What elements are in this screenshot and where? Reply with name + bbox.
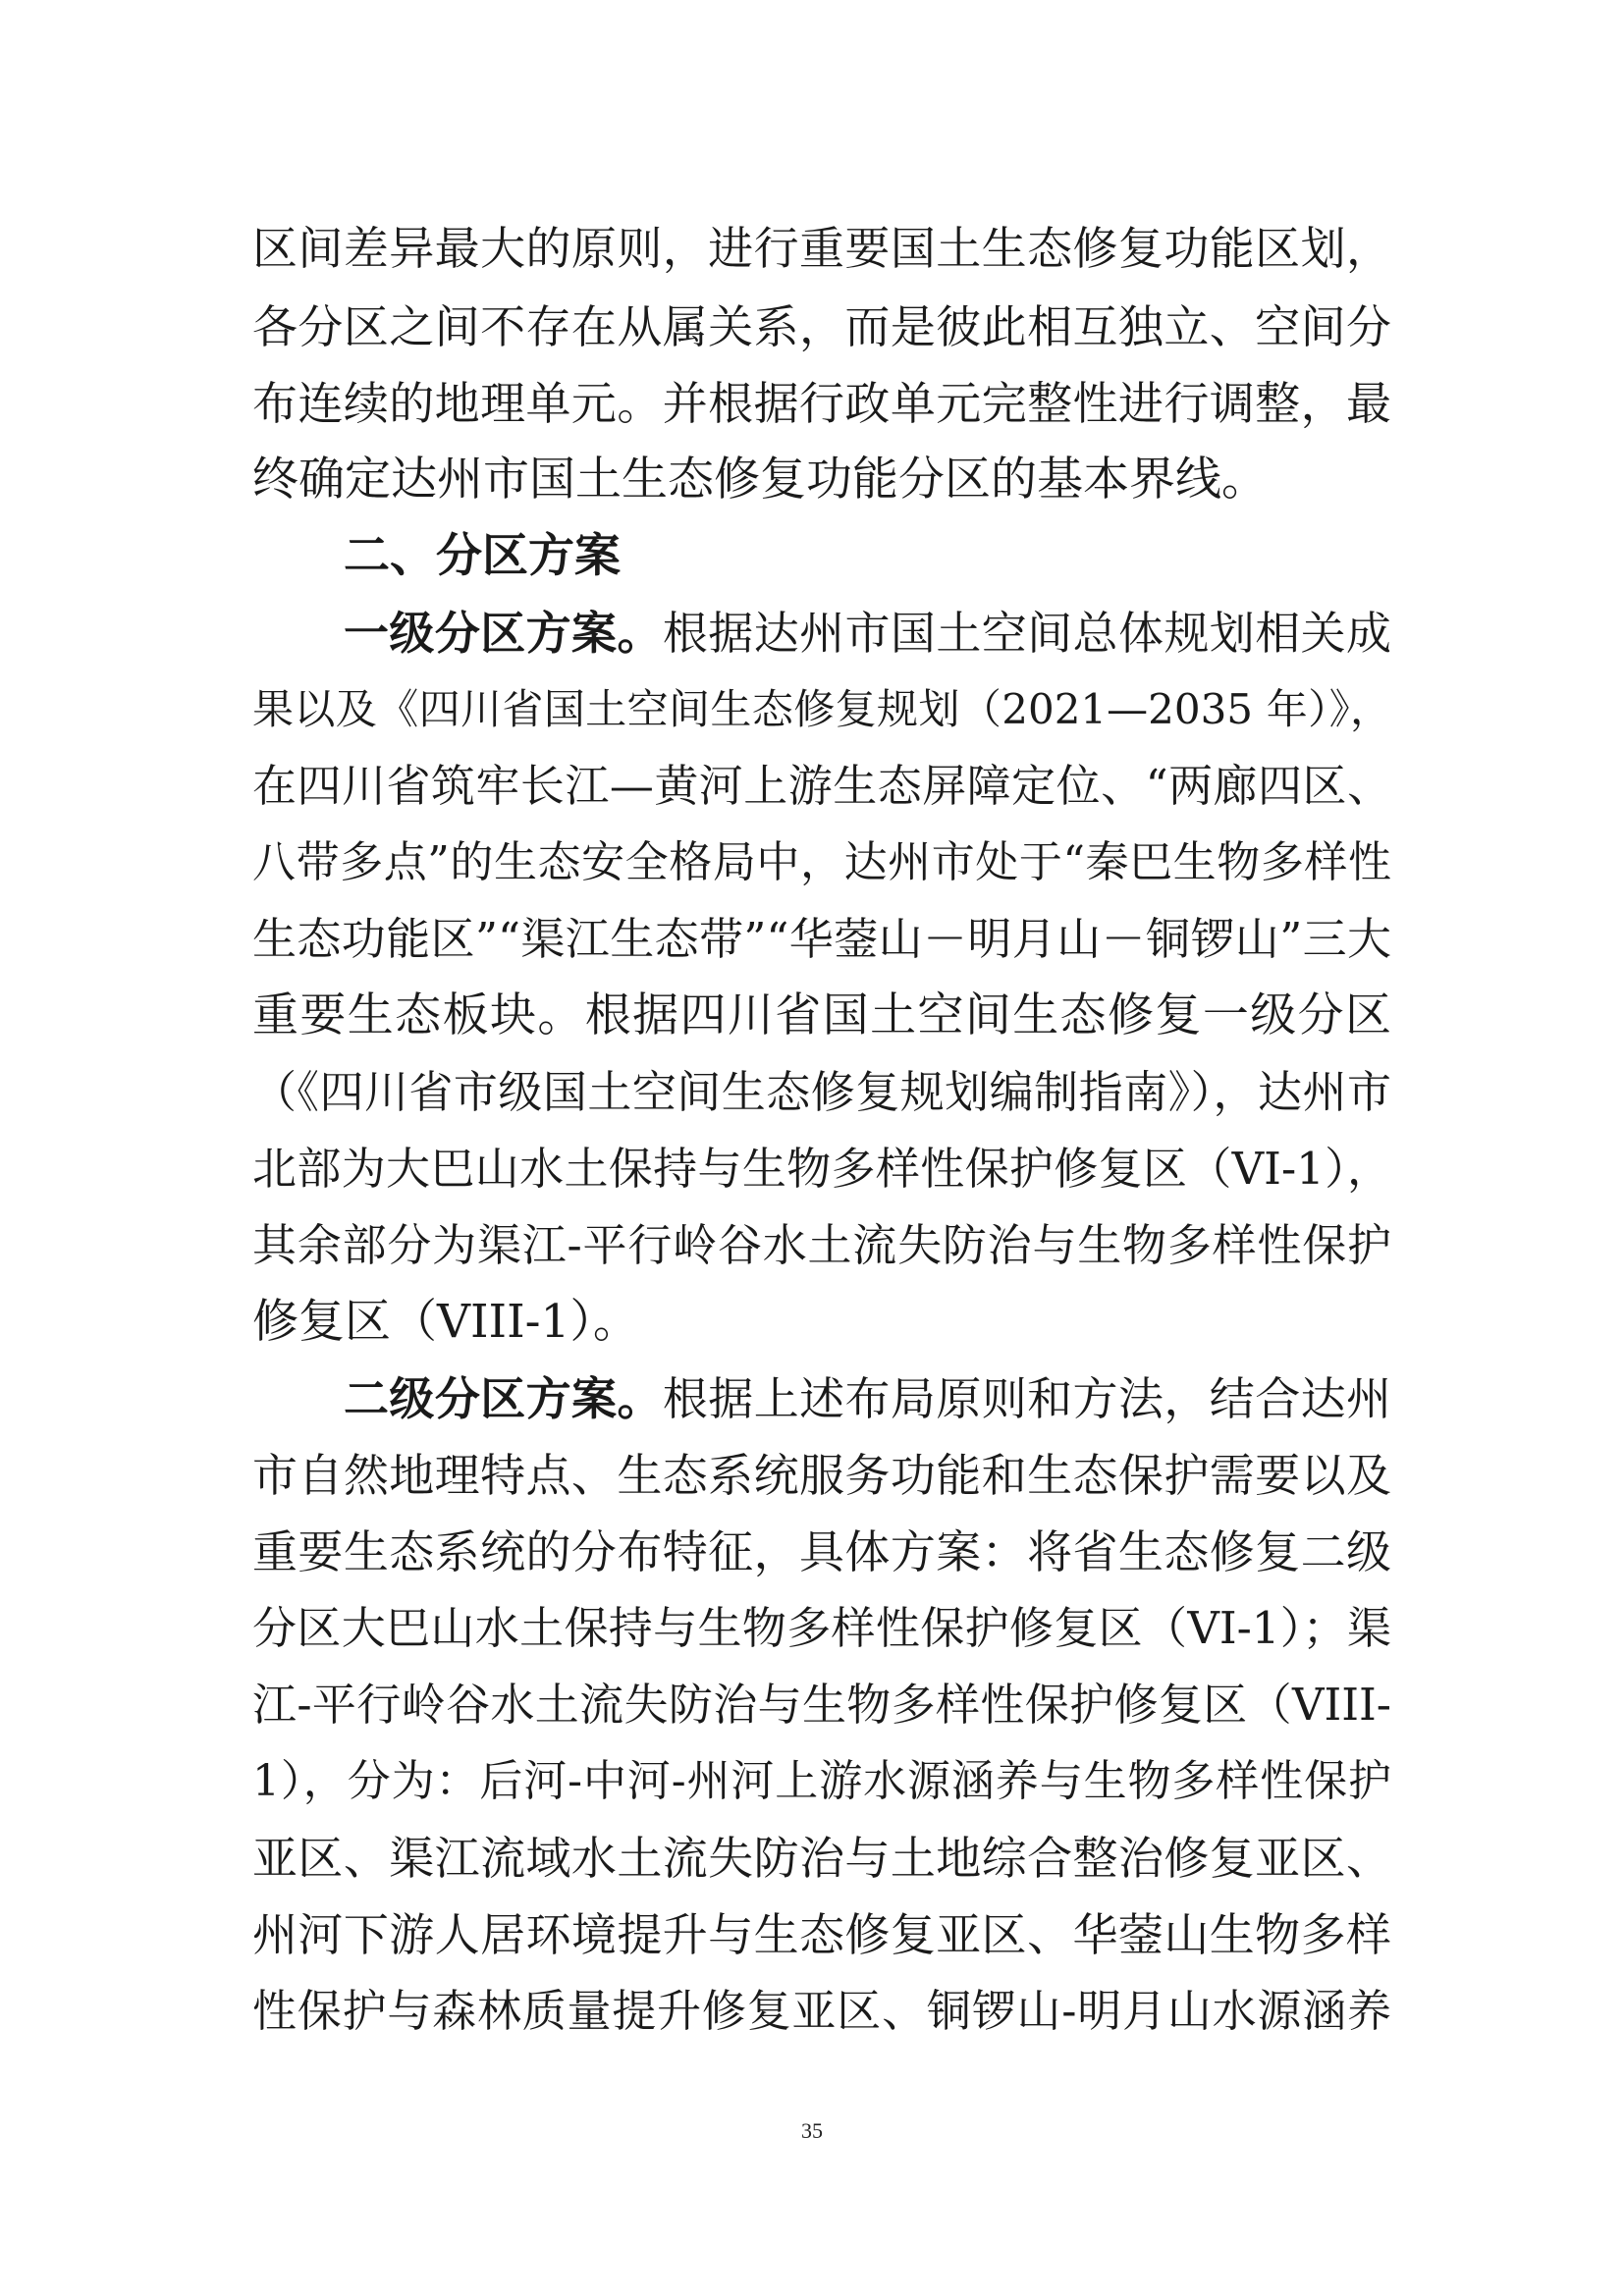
text-line: 其余部分为渠江-平行岭谷水土流失防治与生物多样性保护 [252, 1219, 1391, 1271]
paragraph-lead: 二级分区方案。 [344, 1372, 663, 1425]
section-heading: 二、分区方案 [344, 529, 621, 583]
text-line: 终确定达州市国土生态修复功能分区的基本界线。 [252, 453, 1268, 507]
text-line: 性保护与森林质量提升修复亚区、铜锣山-明月山水源涵养 [252, 1985, 1391, 2037]
paragraph-first-line-text: 根据上述布局原则和方法，结合达州 [662, 1372, 1392, 1425]
text-line: 北部为大巴山水土保持与生物多样性保护修复区（VI-1）， [252, 1143, 1391, 1195]
text-line: 江-平行岭谷水土流失防治与生物多样性保护修复区（VIII- [252, 1679, 1391, 1731]
page-number: 35 [801, 2118, 823, 2143]
text-line: 八带多点”的生态安全格局中，达州市处于“秦巴生物多样性 [252, 837, 1391, 887]
text-line: 重要生态板块。根据四川省国土空间生态修复一级分区 [252, 988, 1391, 1042]
text-line: 各分区之间不存在从属关系，而是彼此相互独立、空间分 [252, 300, 1391, 353]
text-line: 在四川省筑牢长江—黄河上游生态屏障定位、“两廊四区、 [252, 760, 1391, 812]
text-line: （《四川省市级国土空间生态修复规划编制指南》），达州市 [252, 1066, 1391, 1118]
paragraph-first-line [344, 606, 1391, 661]
text-line: 布连续的地理单元。并根据行政单元完整性进行调整，最 [252, 377, 1391, 430]
text-line: 分区大巴山水土保持与生物多样性保护修复区（VI-1）；渠 [252, 1602, 1391, 1654]
text-line: 修复区（VIII-1）。 [252, 1295, 639, 1349]
paragraph-first-line-text: 根据达州市国土空间总体规划相关成 [662, 607, 1392, 660]
text-line: 市自然地理特点、生态系统服务功能和生态保护需要以及 [252, 1449, 1391, 1502]
text-line: 亚区、渠江流域水土流失防治与土地综合整治修复亚区、 [252, 1832, 1391, 1885]
text-line: 区间差异最大的原则，进行重要国土生态修复功能区划， [252, 222, 1391, 275]
paragraph-first-line [344, 1371, 1391, 1426]
paragraph-lead: 一级分区方案。 [344, 607, 663, 660]
text-line: 重要生态系统的分布特征，具体方案：将省生态修复二级 [252, 1525, 1391, 1578]
text-line: 生态功能区”“渠江生态带”“华蓥山－明月山－铜锣山”三大 [252, 913, 1391, 965]
text-line: 州河下游人居环境提升与生态修复亚区、华蓥山生物多样 [252, 1908, 1391, 1961]
text-line: 1），分为：后河-中河-州河上游水源涵养与生物多样性保护 [252, 1756, 1391, 1806]
text-line: 果以及《四川省国土空间生态修复规划（2021—2035 年）》， [252, 685, 1391, 733]
